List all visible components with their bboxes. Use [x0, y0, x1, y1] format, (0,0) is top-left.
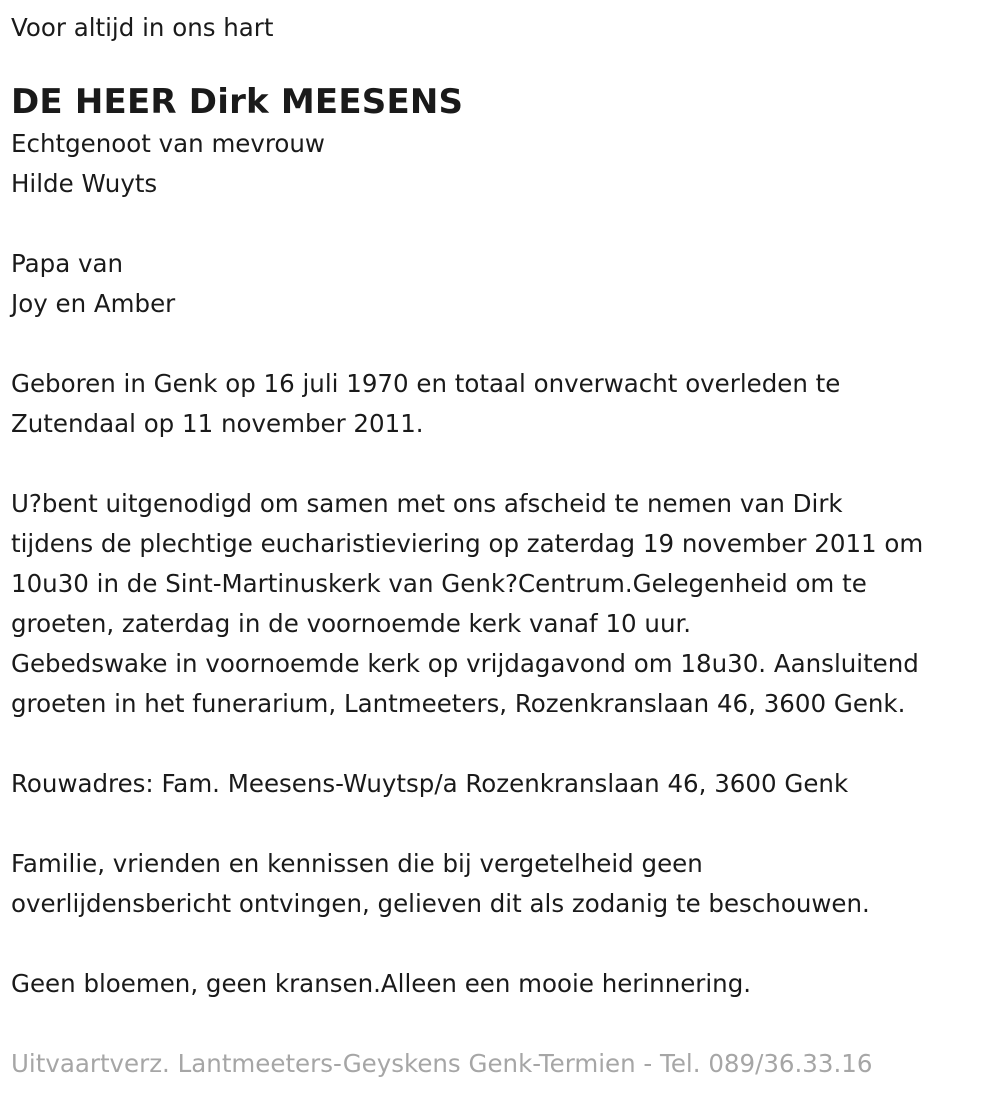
- ceremony-line: groeten in het funerarium, Lantmeeters, Rozenkranslaan 46, 3600 Genk.: [11, 689, 906, 718]
- spacer: [11, 324, 996, 364]
- notice-section: [11, 844, 996, 924]
- birth-death-section: [11, 364, 996, 444]
- ceremony-section: [11, 484, 996, 724]
- mourning-address: Rouwadres: Fam. Meesens-Wuytsp/a Rozenkranslaan 46, 3600 Genk: [11, 769, 849, 798]
- spouse-label: Echtgenoot van mevrouw: [11, 129, 325, 158]
- birth-death-line: Geboren in Genk op 16 juli 1970 en totaal onverwacht overleden te: [11, 369, 841, 398]
- spacer: [11, 724, 996, 764]
- flowers-line: Geen bloemen, geen kransen.Alleen een mooie herinnering.: [11, 969, 752, 998]
- notice-line: overlijdensbericht ontvingen, gelieven dit als zodanig te beschouwen.: [11, 889, 870, 918]
- ceremony-line: Gebedswake in voornoemde kerk op vrijdagavond om 18u30. Aansluitend: [11, 649, 919, 678]
- ceremony-line: groeten, zaterdag in de voornoemde kerk vanaf 10 uur.: [11, 609, 692, 638]
- spouse-section: [11, 124, 996, 204]
- spacer: [11, 204, 996, 244]
- children-section: [11, 244, 996, 324]
- spacer: [11, 804, 996, 844]
- ceremony-line: U?bent uitgenodigd om samen met ons afscheid te nemen van Dirk: [11, 489, 843, 518]
- deceased-name: DE HEER Dirk MEESENS: [11, 82, 464, 122]
- obituary-document: [11, 8, 996, 1084]
- spacer: [11, 924, 996, 964]
- spacer: [11, 1004, 996, 1044]
- intro-line: Voor altijd in ons hart: [11, 13, 274, 42]
- funeral-home-footer: Uitvaartverz. Lantmeeters-Geyskens Genk-Termien - Tel. 089/36.33.16: [11, 1049, 873, 1078]
- spouse-name: Hilde Wuyts: [11, 169, 158, 198]
- children-label: Papa van: [11, 249, 124, 278]
- ceremony-line: 10u30 in de Sint-Martinuskerk van Genk?Centrum.Gelegenheid om te: [11, 569, 867, 598]
- children-names: Joy en Amber: [11, 289, 176, 318]
- notice-line: Familie, vrienden en kennissen die bij vergetelheid geen: [11, 849, 703, 878]
- spacer: [11, 444, 996, 484]
- ceremony-line: tijdens de plechtige eucharistieviering op zaterdag 19 november 2011 om: [11, 529, 924, 558]
- birth-death-line: Zutendaal op 11 november 2011.: [11, 409, 424, 438]
